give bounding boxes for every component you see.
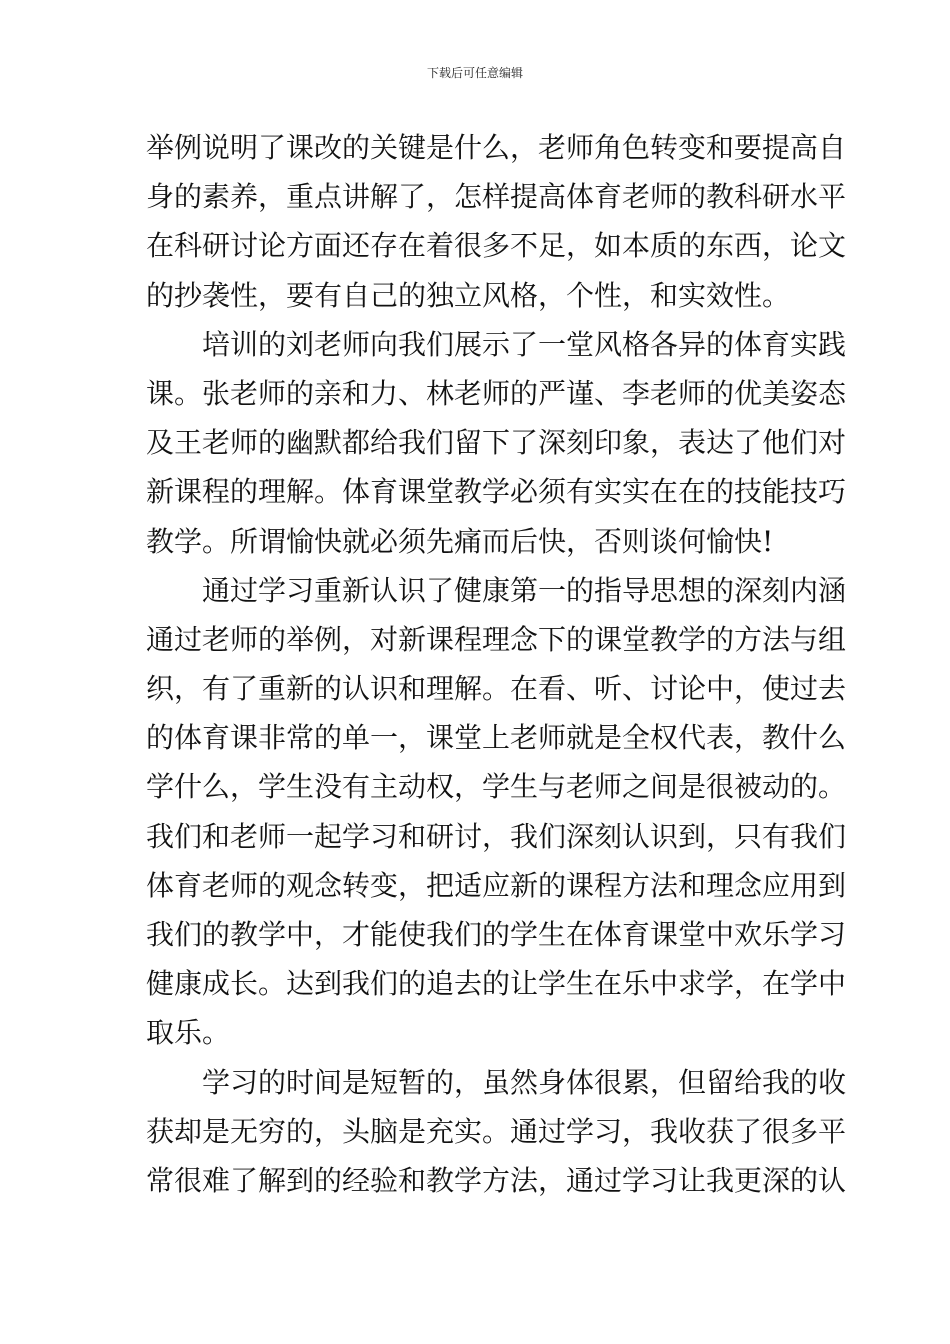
text-line: 我们和老师一起学习和研讨，我们深刻认识到，只有我们	[146, 819, 847, 853]
text-line: 我们的教学中，才能使我们的学生在体育课堂中欢乐学习	[146, 918, 847, 951]
paragraph-first-line: 通过学习重新认识了健康第一的指导思想的深刻内涵	[202, 573, 847, 607]
paragraph-first-line: 培训的刘老师向我们展示了一堂风格各异的体育实践	[202, 327, 847, 361]
text-line: 通过老师的举例，对新课程理念下的课堂教学的方法与组	[146, 622, 847, 656]
text-line: 学什么，学生没有主动权，学生与老师之间是很被动的。	[146, 770, 847, 804]
text-line: 取乐。	[146, 1016, 231, 1050]
text-line: 身的素养，重点讲解了，怎样提高体育老师的教科研水平	[146, 180, 847, 214]
text-line: 举例说明了课改的关键是什么，老师角色转变和要提高自	[146, 131, 847, 164]
text-line: 健康成长。达到我们的追去的让学生在乐中求学，在学中	[146, 967, 847, 1001]
text-line: 常很难了解到的经验和教学方法，通过学习让我更深的认	[146, 1163, 847, 1197]
text-line: 及王老师的幽默都给我们留下了深刻印象，表达了他们对	[146, 426, 847, 460]
text-line: 的体育课非常的单一，课堂上老师就是全权代表，教什么	[146, 721, 847, 755]
text-line: 体育老师的观念转变，把适应新的课程方法和理念应用到	[146, 868, 847, 902]
text-line: 织，有了重新的认识和理解。在看、听、讨论中，使过去	[146, 672, 847, 706]
paragraph-first-line: 学习的时间是短暂的，虽然身体很累，但留给我的收	[202, 1065, 847, 1099]
text-line: 获却是无穷的，头脑是充实。通过学习，我收获了很多平	[146, 1114, 847, 1148]
text-line: 在科研讨论方面还存在着很多不足，如本质的东西，论文	[146, 229, 847, 263]
page-header: 下载后可任意编辑	[426, 66, 523, 80]
text-line: 课。张老师的亲和力、林老师的严谨、李老师的优美姿态	[146, 376, 847, 410]
text-line: 新课程的理解。体育课堂教学必须有实实在在的技能技巧	[146, 475, 847, 509]
document-body	[146, 123, 847, 1205]
text-line: 教学。所谓愉快就必须先痛而后快，否则谈何愉快!	[146, 524, 774, 558]
text-line: 的抄袭性，要有自己的独立风格，个性，和实效性。	[146, 278, 791, 312]
